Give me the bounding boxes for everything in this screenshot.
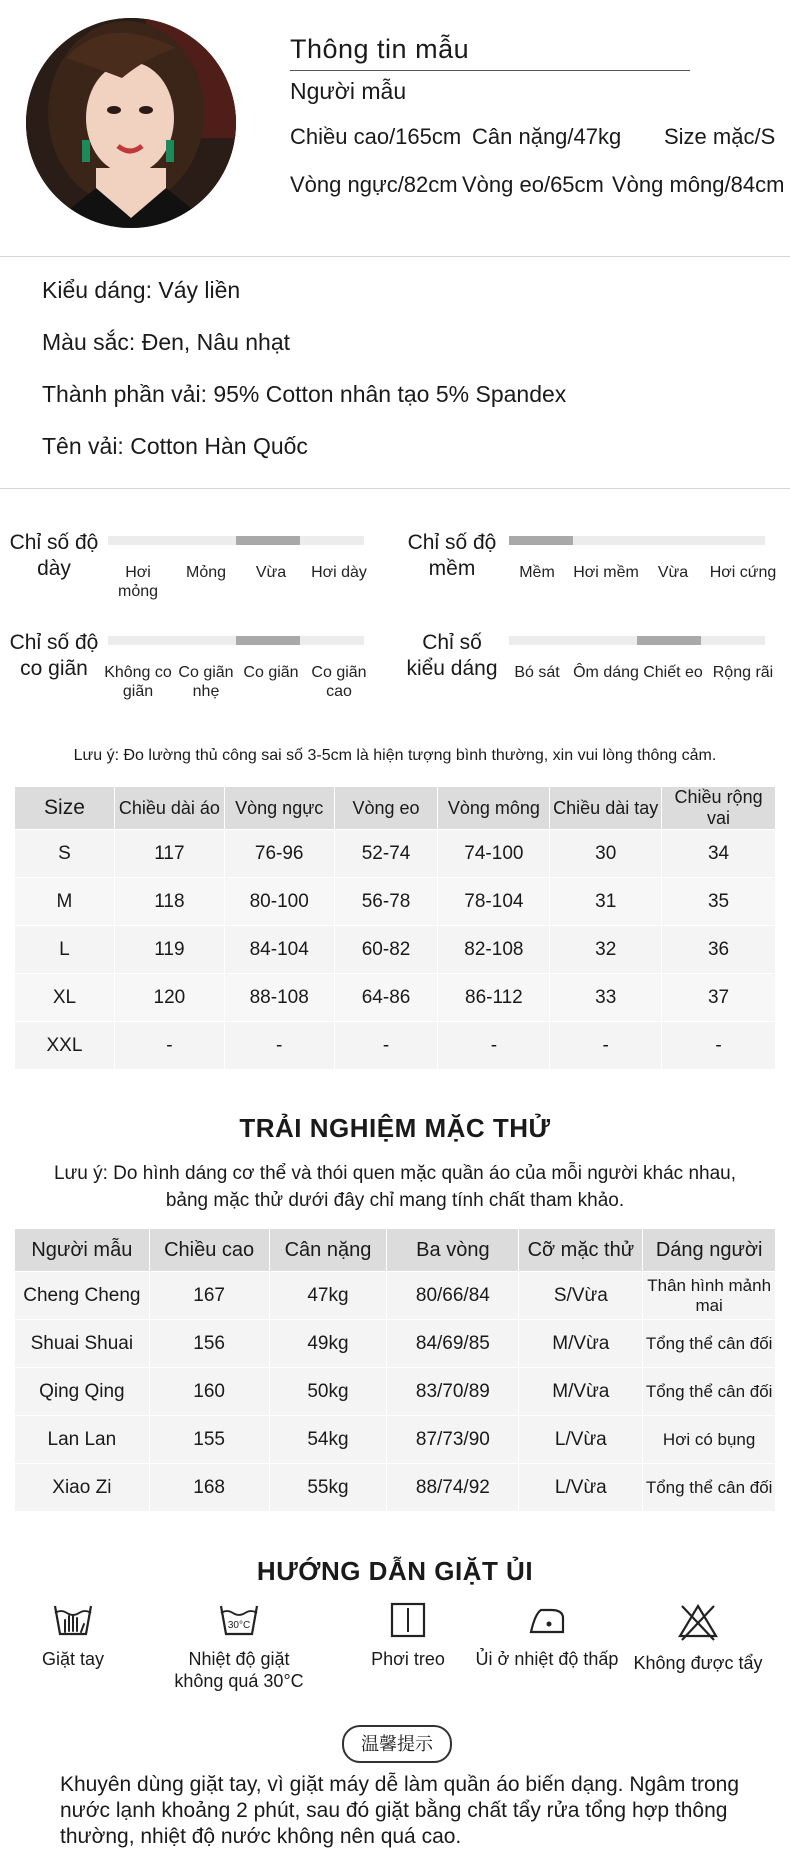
- iron-low-icon: [525, 1602, 569, 1638]
- product-color: Màu sắc: Đen, Nâu nhạt: [42, 329, 291, 355]
- care-item-hand-wash: [0, 1602, 148, 1670]
- table-cell: 33: [550, 974, 662, 1022]
- table-cell: 88-108: [224, 974, 334, 1022]
- stretch-selected-segment: [236, 636, 300, 645]
- title-divider: [290, 70, 690, 71]
- tryon-table: [14, 1228, 776, 1512]
- tryon-note-line: Lưu ý: Do hình dáng cơ thể và thói quen mặc quần áo của mỗi người khác nhau,: [53, 1163, 736, 1184]
- table-cell: 160: [149, 1368, 269, 1416]
- stretch-option: Co giãn cao: [311, 664, 367, 700]
- column-header: Ba vòng: [387, 1229, 519, 1272]
- section-divider: [0, 488, 790, 489]
- table-cell: 55kg: [269, 1464, 387, 1512]
- table-row: [15, 878, 776, 926]
- column-header: Vòng eo: [334, 787, 438, 830]
- table-cell: Lan Lan: [15, 1416, 150, 1464]
- table-cell: -: [662, 1022, 776, 1070]
- tip-badge: 温馨提示: [342, 1725, 452, 1763]
- table-cell: 78-104: [438, 878, 550, 926]
- model-size: Size mặc/S: [664, 124, 776, 149]
- table-cell: -: [334, 1022, 438, 1070]
- table-cell: Tổng thể cân đối: [643, 1320, 776, 1368]
- stretch-option: Không co giãn: [104, 664, 172, 700]
- care-item-wash-30: [164, 1602, 314, 1692]
- size-table: [14, 786, 776, 1070]
- table-cell: 64-86: [334, 974, 438, 1022]
- column-header: Chiều dài áo: [114, 787, 224, 830]
- care-label: Ủi ở nhiệt độ thấp: [475, 1649, 619, 1669]
- table-cell: 37: [662, 974, 776, 1022]
- table-cell: Cheng Cheng: [15, 1272, 150, 1320]
- fit-index-label: [402, 630, 502, 682]
- table-cell: S: [15, 830, 115, 878]
- section-divider: [0, 256, 790, 257]
- table-row: [15, 1272, 776, 1320]
- thickness-scale: [108, 536, 364, 545]
- table-cell: M: [15, 878, 115, 926]
- table-cell: 34: [662, 830, 776, 878]
- table-cell: 117: [114, 830, 224, 878]
- softness-option: Vừa: [657, 564, 689, 581]
- table-cell: 30: [550, 830, 662, 878]
- stretch-index-label: [4, 630, 104, 682]
- table-cell: S/Vừa: [519, 1272, 643, 1320]
- table-cell: 168: [149, 1464, 269, 1512]
- table-cell: 50kg: [269, 1368, 387, 1416]
- index-label-line: Chỉ số: [422, 631, 482, 654]
- table-row: [15, 1368, 776, 1416]
- care-item-line-dry: [333, 1602, 483, 1670]
- table-cell: XL: [15, 974, 115, 1022]
- softness-selected-segment: [509, 536, 573, 545]
- table-row: [15, 1320, 776, 1368]
- table-cell: 119: [114, 926, 224, 974]
- tryon-note: [0, 1160, 790, 1214]
- index-label-line: mềm: [428, 557, 476, 580]
- care-label: Không được tẩy: [633, 1653, 763, 1673]
- table-cell: 56-78: [334, 878, 438, 926]
- table-row: [15, 1416, 776, 1464]
- table-cell: 52-74: [334, 830, 438, 878]
- model-subtitle: Người mẫu: [290, 78, 407, 104]
- tryon-title: TRẢI NGHIỆM MẶC THỬ: [239, 1113, 551, 1143]
- table-cell: Qing Qing: [15, 1368, 150, 1416]
- thickness-selected-segment: [236, 536, 300, 545]
- softness-option: Mềm: [519, 564, 555, 581]
- softness-index-label: [406, 530, 498, 582]
- table-cell: 87/73/90: [387, 1416, 519, 1464]
- table-cell: 36: [662, 926, 776, 974]
- measurement-note: Lưu ý: Đo lường thủ công sai số 3-5cm là hiện tượng bình thường, xin vui lòng thông cảm.: [73, 747, 717, 764]
- table-cell: Thân hình mảnh mai: [643, 1272, 776, 1320]
- softness-option: Hơi mềm: [573, 564, 639, 581]
- table-cell: 54kg: [269, 1416, 387, 1464]
- index-label-line: co giãn: [20, 657, 88, 680]
- wash-30-icon: [217, 1602, 261, 1638]
- table-row: [15, 1022, 776, 1070]
- table-cell: Tổng thể cân đối: [643, 1464, 776, 1512]
- index-label-line: Chỉ số độ: [9, 531, 99, 554]
- column-header: Cỡ mặc thử: [519, 1229, 643, 1272]
- table-cell: M/Vừa: [519, 1320, 643, 1368]
- index-label-line: dày: [37, 557, 71, 580]
- column-header: Vòng ngực: [224, 787, 334, 830]
- index-label-line: kiểu dáng: [406, 657, 498, 680]
- no-bleach-icon: [676, 1602, 720, 1642]
- table-cell: Hơi có bụng: [643, 1416, 776, 1464]
- table-cell: 49kg: [269, 1320, 387, 1368]
- table-cell: 120: [114, 974, 224, 1022]
- wash-temp-text: 30°C: [227, 1620, 251, 1631]
- stretch-option: Co giãn nhẹ: [178, 664, 234, 700]
- table-header-row: [15, 1229, 776, 1272]
- table-cell: 118: [114, 878, 224, 926]
- tip-text: Khuyên dùng giặt tay, vì giặt máy dễ làm quần áo biến dạng. Ngâm trong nước lạnh khoảng 2 phút, sau đó giặt bằng chất tẩy rửa tổng hợp thông thường, nhiệt độ nước không nên quá cao.: [60, 1773, 740, 1848]
- column-header: Size: [15, 787, 115, 830]
- model-height: Chiều cao/165cm: [290, 124, 462, 149]
- thickness-option: Hơi dày: [311, 564, 367, 581]
- table-cell: 74-100: [438, 830, 550, 878]
- care-title: HƯỚNG DẪN GIẶT ỦI: [256, 1556, 534, 1586]
- table-row: [15, 926, 776, 974]
- model-weight: Cân nặng/47kg: [472, 124, 622, 149]
- table-cell: 31: [550, 878, 662, 926]
- softness-option: Hơi cứng: [709, 564, 777, 581]
- model-hip: Vòng mông/84cm: [612, 172, 785, 197]
- table-cell: 35: [662, 878, 776, 926]
- care-label: Phơi treo: [371, 1649, 445, 1669]
- column-header: Vòng mông: [438, 787, 550, 830]
- thickness-option: Vừa: [255, 564, 287, 581]
- thickness-index-label: [8, 530, 100, 582]
- column-header: Chiều cao: [149, 1229, 269, 1272]
- line-dry-icon: [386, 1602, 430, 1638]
- thickness-option: Mỏng: [185, 564, 227, 581]
- table-cell: 32: [550, 926, 662, 974]
- fit-option: Bó sát: [514, 664, 560, 681]
- thickness-option: Hơi mỏng: [117, 564, 159, 600]
- tryon-note-line: bảng mặc thử dưới đây chỉ mang tính chất tham khảo.: [165, 1190, 625, 1211]
- table-cell: 155: [149, 1416, 269, 1464]
- table-cell: 84-104: [224, 926, 334, 974]
- table-cell: 84/69/85: [387, 1320, 519, 1368]
- table-row: [15, 974, 776, 1022]
- product-style: Kiểu dáng: Váy liền: [42, 277, 241, 303]
- fit-option: Rộng rãi: [712, 664, 774, 681]
- column-header: Cân nặng: [269, 1229, 387, 1272]
- table-row: [15, 1464, 776, 1512]
- fit-scale: [509, 636, 765, 645]
- table-cell: -: [224, 1022, 334, 1070]
- column-header: Dáng người: [643, 1229, 776, 1272]
- table-cell: 60-82: [334, 926, 438, 974]
- table-cell: 80-100: [224, 878, 334, 926]
- table-cell: 83/70/89: [387, 1368, 519, 1416]
- table-row: [15, 830, 776, 878]
- table-cell: 167: [149, 1272, 269, 1320]
- table-cell: L: [15, 926, 115, 974]
- table-cell: 88/74/92: [387, 1464, 519, 1512]
- column-header: Người mẫu: [15, 1229, 150, 1272]
- table-cell: 86-112: [438, 974, 550, 1022]
- table-cell: 82-108: [438, 926, 550, 974]
- table-cell: 80/66/84: [387, 1272, 519, 1320]
- table-cell: Xiao Zi: [15, 1464, 150, 1512]
- table-cell: Shuai Shuai: [15, 1320, 150, 1368]
- index-label-line: Chỉ số độ: [9, 631, 99, 654]
- product-fabric: Thành phần vải: 95% Cotton nhân tạo 5% Spandex: [42, 381, 567, 407]
- product-fabric-name: Tên vải: Cotton Hàn Quốc: [42, 433, 308, 459]
- table-cell: -: [114, 1022, 224, 1070]
- table-header-row: [15, 787, 776, 830]
- softness-scale: [509, 536, 765, 545]
- index-label-line: Chỉ số độ: [407, 531, 497, 554]
- model-waist: Vòng eo/65cm: [462, 172, 604, 197]
- table-cell: 156: [149, 1320, 269, 1368]
- care-item-no-bleach: [623, 1602, 773, 1674]
- table-cell: L/Vừa: [519, 1416, 643, 1464]
- fit-option: Chiết eo: [643, 664, 703, 681]
- table-cell: M/Vừa: [519, 1368, 643, 1416]
- table-cell: -: [438, 1022, 550, 1070]
- model-title: Thông tin mẫu: [290, 34, 470, 64]
- model-bust: Vòng ngực/82cm: [290, 172, 458, 197]
- table-cell: -: [550, 1022, 662, 1070]
- table-cell: Tổng thể cân đối: [643, 1368, 776, 1416]
- column-header: Chiều rộng vai: [662, 787, 776, 830]
- care-label: Nhiệt độ giặt không quá 30°C: [174, 1649, 304, 1691]
- column-header: Chiều dài tay: [550, 787, 662, 830]
- care-item-iron-low: [472, 1602, 622, 1670]
- table-cell: L/Vừa: [519, 1464, 643, 1512]
- model-avatar: [26, 18, 236, 228]
- care-label: Giặt tay: [41, 1649, 105, 1669]
- fit-option: Ôm dáng: [573, 664, 639, 681]
- hand-wash-icon: [51, 1602, 95, 1638]
- table-cell: 47kg: [269, 1272, 387, 1320]
- fit-selected-segment: [637, 636, 701, 645]
- stretch-scale: [108, 636, 364, 645]
- table-cell: 76-96: [224, 830, 334, 878]
- stretch-option: Co giãn: [243, 664, 299, 681]
- table-cell: XXL: [15, 1022, 115, 1070]
